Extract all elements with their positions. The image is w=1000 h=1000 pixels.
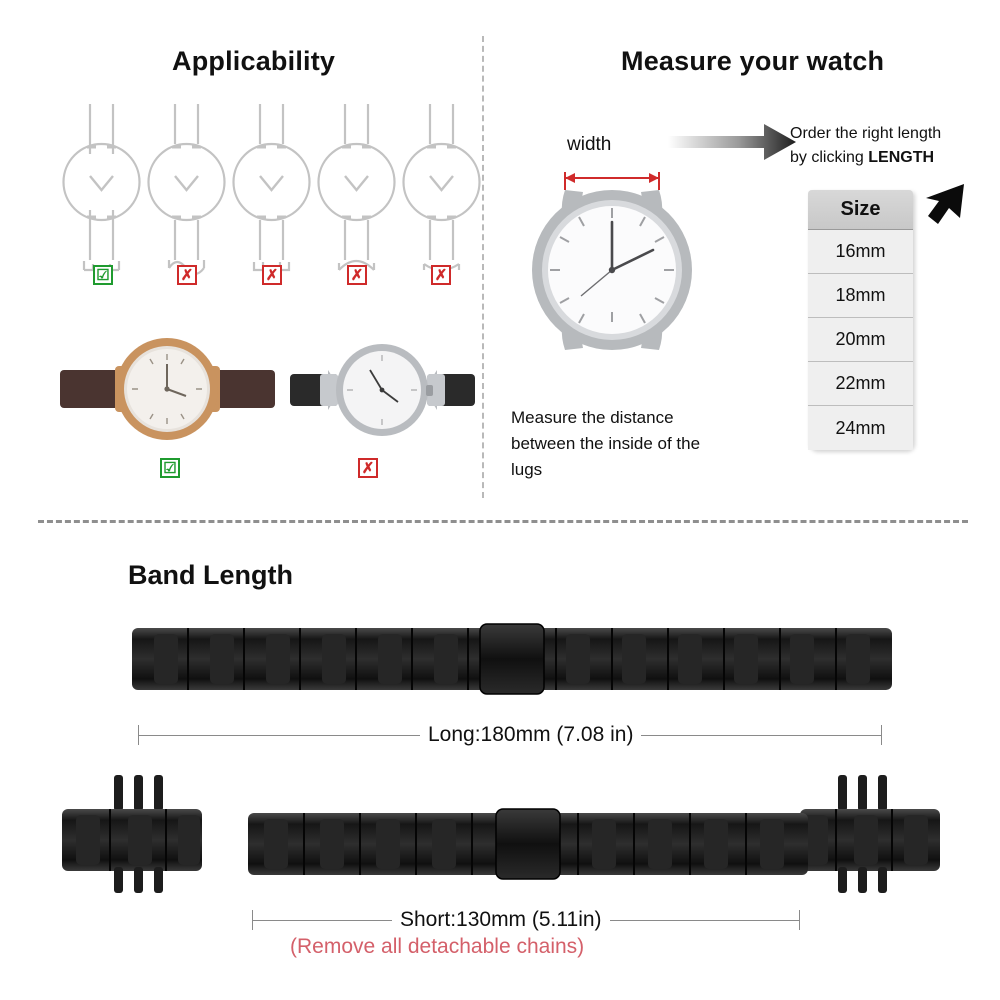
measure-title: Measure your watch <box>621 46 885 76</box>
band-length-title: Band Length <box>128 560 293 590</box>
order-instruction-length-keyword: LENGTH <box>868 149 935 166</box>
size-list-panel[interactable] <box>808 190 913 450</box>
size-option-22mm[interactable]: 22mm <box>808 362 913 406</box>
gradient-arrow-icon <box>668 122 798 162</box>
mark-cross-lug-2: ✗ <box>177 265 197 285</box>
lug-type-curved-3 <box>315 92 398 292</box>
long-length-label: Long:180mm (7.08 in) <box>420 723 641 747</box>
short-dimension-cap-left <box>252 910 253 930</box>
mark-check-lug-1: ☑ <box>93 265 113 285</box>
long-dimension-cap-left <box>138 725 139 745</box>
short-band-image <box>248 805 808 885</box>
cursor-arrow-icon <box>908 178 968 238</box>
applicability-title: Applicability <box>172 46 336 76</box>
order-instruction-line1: Order the right length <box>790 125 942 142</box>
band-length-section <box>0 520 1000 1000</box>
long-band-image <box>132 620 892 700</box>
mark-cross-lug-3: ✗ <box>262 265 282 285</box>
lug-type-curved-1 <box>145 92 228 292</box>
measure-area <box>495 90 995 510</box>
long-dimension-cap-right <box>881 725 882 745</box>
mark-cross-lug-4: ✗ <box>347 265 367 285</box>
size-option-16mm[interactable]: 16mm <box>808 230 913 274</box>
lug-type-curved-4 <box>400 92 483 292</box>
width-label: width <box>567 134 612 155</box>
order-instruction <box>790 122 990 170</box>
mark-cross-photo-b: ✗ <box>358 458 378 478</box>
lug-type-straight <box>60 92 143 292</box>
size-option-18mm[interactable]: 18mm <box>808 274 913 318</box>
lug-type-marks <box>60 265 475 291</box>
detached-chain-left <box>62 775 202 905</box>
order-instruction-line2-prefix: by clicking <box>790 149 869 166</box>
mark-check-photo-a: ☑ <box>160 458 180 478</box>
remove-chains-note: (Remove all detachable chains) <box>290 935 585 958</box>
short-length-label: Short:130mm (5.11in) <box>392 908 610 932</box>
lug-type-curved-2 <box>230 92 313 292</box>
mark-cross-lug-5: ✗ <box>431 265 451 285</box>
size-list-header: Size <box>808 190 913 230</box>
lug-type-row <box>60 92 475 292</box>
photo-rose-gold-watch <box>60 330 275 450</box>
photo-silver-watch <box>290 330 475 450</box>
size-option-20mm[interactable]: 20mm <box>808 318 913 362</box>
size-option-24mm[interactable]: 24mm <box>808 406 913 450</box>
measure-instruction: Measure the distance between the inside of the lugs <box>511 408 701 479</box>
detached-chain-right <box>800 775 940 905</box>
short-dimension-cap-right <box>799 910 800 930</box>
